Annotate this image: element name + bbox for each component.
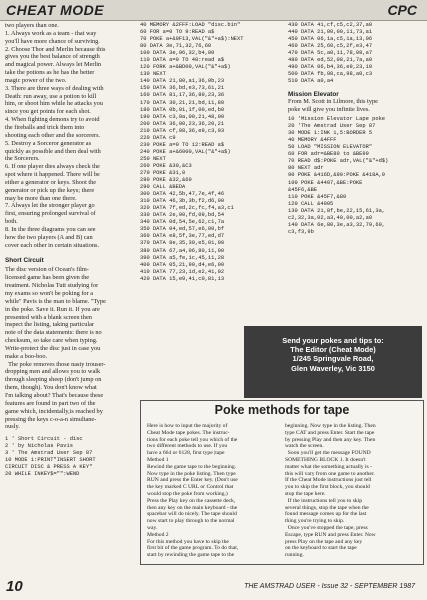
poke-methods-box [140,400,424,565]
short-circuit-text: The disc version of Ocean's film- licensed game has been given the treatment. Nicholas Tutt studying for my exams so won't be poking for a while" Pavis is the man to blame. "Type in the poke. Save it. Run it. If you are presented with a blank screen then inspect the listing, taking particular note of the data statements: there is no checksum, so take care when typing. Write-protect the disc just in case you make a boo-boo. The poke removes those nasty trouser- dropping men and allows you to walk through sleeping sheep (don't jump on them, though). You don't know what I'm talking about? That's because these features are found in part two of the game which, incidentally,is reached by pressing the keys c-o-a-n simultane- ously. [5,266,106,431]
gauntlet-tips-text: two players than one. 1. Always work as a team - that way you'll have more chance of surviving. 2. Choose Thor and Merlin because this gives you the best balance of strength and magical power. Always let Merlin take the potions as he has the better magic power of the two. 3. There are three ways of dealing with Death: run away, use a potion to kill him, or shoot him while he attacks you since you get points for each shot. 4. When fighting demons try to avoid the fireballs and trick them into shooting each other and the sorcerers. 5. Destroy a Sorceror generator as quickly as possible and then deal with the Sorcerers. 6. If one player dies always check the spot where it happened. There will be either a generator or keys. Shoot the generator or pick up the keys; there may be more than one there. 7. Always let the stronger player go first, ensuring prolonged survival of both. 8. In the three diagrams you can see how the two players (A and B) can cover each other in certain situations. [5,22,106,249]
submission-line-4: Glen Waverley, Vic 3150 [291,363,375,373]
section-title: CHEAT MODE [6,2,105,18]
platform-label: CPC [387,2,417,18]
page-footer [0,576,427,600]
short-circuit-heading: Short Circuit [5,257,44,265]
submission-line-2: The Editor (Cheat Mode) [290,345,376,355]
right-column [288,22,424,324]
page-header [0,0,427,21]
poke-methods-right-text: beginning. Now type in the listing. Then type CAT and press Enter. Start the tape by pressing Play and then any key. Then watch the screen. Soon you'll get the message FOUND SOMETHING BLOCK 1. It doesn't matter what the something actually is - this will vary from one game to another. If the Cheat Mode instructions just tell you to skip the first block, you should stop the tape here. If the instructions tell you to skip several things, stop the tape when the found message comes up for the last thing you're trying to skip. Once you've stopped the tape, press Escape, type RUN and press Enter. Now press Play on the tape and any key on the keyboard to start the tape running. [285,423,376,559]
short-circuit-listing-part2: 40 MEMORY &2FFF:LOAD "disc.bin" 60 FOR a=0 TO 9:READ a$ 70 POKE a+&9F13,VAL("&"+a$):NEXT 80 DATA 3e,71,32,76,60 100 DATA 3e,96,32,b4,00 110 DATA a=0 TO 48:read a$ 120 FORK a+&BD00,VAL("&"+a$) 130 NEXT 140 DATA 21,80,a1,36,0b,23 150 DATA 36,bd,e3,73,61,21 160 DATA 81,17,36,80,23,36 170 DATA 30,21,21,bd,11,80 180 DATA 0b,01,1f,00,ed,b0 190 DATA c3,0a,00,21,48,00 200 DATA 36,00,23,36,20,21 210 DATA cf,08,36,e9,c3,03 220 DATA c9 230 POKE a=0 TO 12:READ a$ 240 POKE a+&6000,VAL("&"+a$) 250 NEXT 260 POKE &30,&C3 270 POKE &31,0 280 POKE &32,&60 290 CALL &BEDA 300 DATA 42,5b,47,7e,4f,46 310 DATA 46,3b,3b,f2,d6,00 320 DATA 7f,ed,2c,fc,f4,a3,c1 330 DATA 2e,00,fd,09,bd,54 340 DATA 0d,54,5e,62,c1,7a 350 DATA 04,ed,57,e6,00,bf 360 DATA e8,5f,3e,77,ed,d7 370 DATA 8e,35,30,e5,01,00 380 DATA 67,a4,06,80,11,00 390 DATA a5,fe,1c,45,11,28 400 DATA 05,21,90,d4,e6,00 410 DATA 77,23,1d,e2,41,02 420 DATA 15,e9,41,c0,81,13 [140,22,244,282]
mission-elevator-text: From M. Scott in Lilmore, this type poke will give you infinite lives. [288,98,378,114]
poke-methods-left-text: Here is how to input the majority of Cheat Mode tape pokes. The instruc- tions for each poke tell you which of the two different methods to use. If you have a 664 or 6128, first type |tape Method 1 Rewind the game tape to the beginning. Now type in the poke listing. Then type RUN and press the Enter key. (Don't use the key marked C URL or Control that would stop the poke from working.) Press the Play key on the cassette deck, then any key on the main keyboard - the spacebar will do nicely. The tape should now start to play through to the normal way. Method 2 For this method you have to skip the first bit of the game program. To do that, start by rewinding the game tape to the [147,423,239,559]
poke-methods-title: Poke methods for tape [214,403,350,417]
submission-address-box [244,326,422,398]
left-column [5,22,137,570]
short-circuit-listing-part1: 1 ' Short Circuit - disc 2 ' by Nicholas Pavis 3 ' The Amstrad User Sep 87 10 MODE 1:PRINT"INSERT SHORT CIRCUIT DISC & PRESS A KEY" 20 WHILE INKEY$="":WEND [5,436,96,478]
mission-elevator-listing: 10 'Mission Elevator Lape poke 20 'The Amstrad User Sep 87 30 MODE 1:INK 1,5:BORDER 5 40 MEMORY &4FFF 50 LOAD "MISSION ELEVATOR" 60 FOR adr=&BE80 to &BE99 70 READ d$:POKE adr,VAL("&"+d$) 80 NEXT adr 90 POKE &416D,&90:POKE &418A,9 100 POKE &4407,&BE:POKE &45F6,&BE 110 POKE &45F7,&80 120 CALL &4005 130 DATA 21,8f,be,22,15,61,3a, c2,32,3a,02,a3,40,00,a2,a0 140 DATA 6e,80,3e,a3,32,79,60, c3,f3,9b [288,116,389,235]
mission-elevator-heading: Mission Elevator [288,91,339,99]
footer-publication: THE AMSTRAD USER - Issue 32 - SEPTEMBER 1987 [244,583,415,590]
page-number: 10 [6,578,23,595]
submission-line-3: 1/245 Springvale Road, [292,354,374,364]
short-circuit-listing-part3: 430 DATA 41,cf,c5,c2,37,a0 440 DATA 21,00,00,11,73,a1 450 DATA 06,1a,c5,1a,13,06 460 DATA 25,60,c5,2f,e3,47 470 DATA 5c,a0,11,78,08,a7 480 DATA ed,52,08,21,7a,a0 490 DATA 06,b4,36,e9,23,10 500 DATA fb,08,ca,98,a0,c3 510 DATA a0,a4 [288,22,373,85]
submission-line-1: Send your pokes and tips to: [282,336,384,345]
